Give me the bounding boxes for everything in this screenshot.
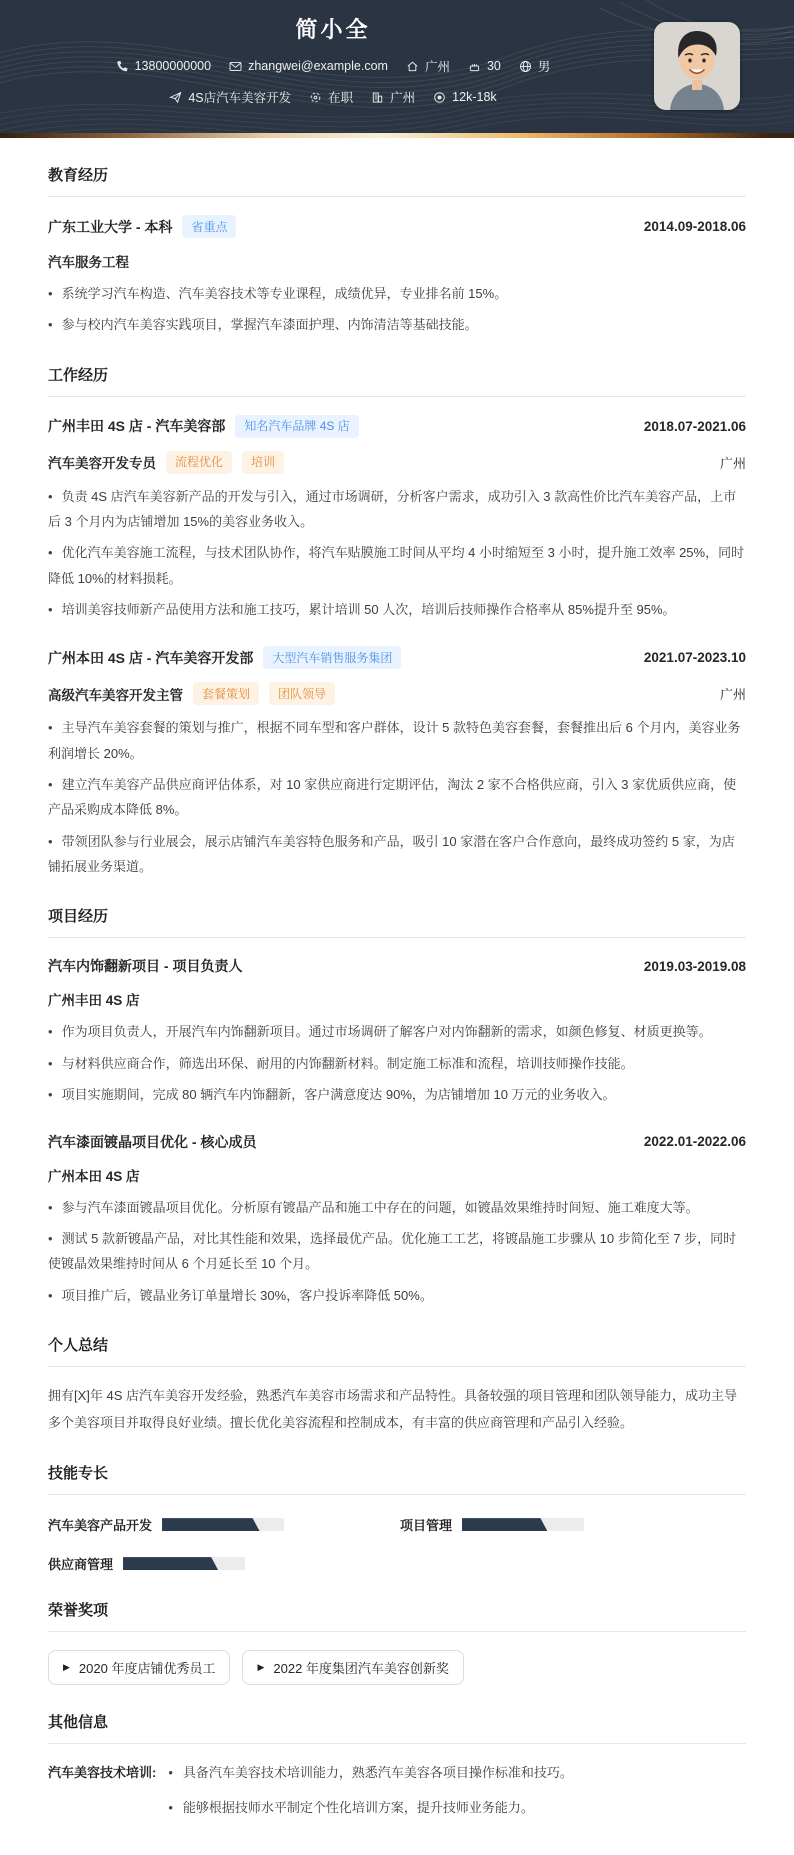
school-name: 广东工业大学 - 本科 [48, 218, 173, 235]
contact-gender [519, 57, 551, 75]
work-city-value: 广州 [390, 91, 416, 105]
project-entry [48, 956, 746, 1107]
contact-age [468, 59, 501, 73]
skill-bar-fill [162, 1518, 260, 1531]
skill-label: 供应商管理 [48, 1557, 114, 1573]
contact-job-intention [169, 88, 291, 106]
honor-chip[interactable] [242, 1650, 463, 1685]
work-location: 广州 [719, 455, 746, 471]
mail-icon [229, 60, 242, 73]
home-icon [406, 60, 419, 73]
work-bullets [48, 715, 746, 879]
contact-work-city [371, 88, 415, 106]
header-accent-bar [0, 133, 794, 138]
gender-icon [519, 60, 532, 73]
skill-bar-track [123, 1557, 245, 1570]
company-badge: 大型汽车销售服务集团 [263, 646, 401, 669]
bullet-item: • 带领团队参与行业展会，展示店铺汽车美容特色服务和产品，吸引 10 家潜在客户合作意向，最终成功签约 5 家，为店铺拓展业务渠道。 [48, 829, 746, 880]
company-name: 广州本田 4S 店 - 汽车美容开发部 [48, 649, 254, 666]
section-projects [48, 905, 746, 1307]
contact-salary [433, 90, 496, 104]
bullet-item: • 参与汽车漆面镀晶项目优化。分析原有镀晶产品和施工中存在的问题，如镀晶效果维持时间短、施工难度大等。 [48, 1195, 746, 1220]
skill-item [400, 1515, 746, 1534]
section-work [48, 364, 746, 880]
skill-bar-track [162, 1518, 284, 1531]
skill-item [48, 1515, 400, 1534]
education-date-range: 2014.09-2018.06 [643, 219, 746, 234]
job-title: 汽车美容开发专员 [48, 456, 156, 472]
project-name: 汽车漆面镀晶项目优化 - 核心成员 [48, 1133, 257, 1150]
bullet-item: • 负责 4S 店汽车美容新产品的开发与引入，通过市场调研，分析客户需求，成功引入 3 款高性价比汽车美容产品，上市后 3 个月内为店铺增加 15%的美容业务收入。 [48, 484, 746, 535]
skill-item [48, 1554, 400, 1573]
job-status-value: 在职 [328, 91, 354, 105]
gender-value: 男 [537, 60, 551, 74]
job-tag: 团队领导 [269, 682, 335, 705]
phone-value: 13800000000 [134, 59, 212, 73]
age-value: 30 [486, 59, 501, 73]
skill-bar-fill [123, 1557, 218, 1570]
job-intention-icon [169, 91, 182, 104]
skill-bar-fill [462, 1518, 547, 1531]
skill-bar-track [462, 1518, 584, 1531]
candidate-name: 简小全 [295, 17, 371, 42]
other-info-label: 汽车美容技术培训: [48, 1765, 157, 1781]
bullet-item: • 具备汽车美容技术培训能力，熟悉汽车美容各项目操作标准和技巧。 [168, 1760, 573, 1785]
education-entry [48, 215, 746, 338]
honor-chips [48, 1650, 746, 1685]
section-title-work: 工作经历 [48, 364, 746, 397]
skill-label: 汽车美容产品开发 [48, 1518, 153, 1534]
project-bullets [48, 1019, 746, 1107]
bullet-item: • 项目推广后，镀晶业务订单量增长 30%，客户投诉率降低 50%。 [48, 1283, 746, 1308]
section-other [48, 1711, 746, 1829]
profile-photo [654, 22, 740, 110]
skill-label: 项目管理 [400, 1518, 453, 1534]
job-tag: 培训 [242, 451, 284, 474]
other-info-row [48, 1760, 746, 1829]
section-title-summary: 个人总结 [48, 1334, 746, 1367]
other-info-bullets [156, 1760, 573, 1829]
project-org: 广州丰田 4S 店 [48, 993, 140, 1009]
honor-label: 2020 年度店铺优秀员工 [78, 1661, 216, 1677]
bullet-item: • 主导汽车美容套餐的策划与推广，根据不同车型和客户群体，设计 5 款特色美容套餐，套餐推出后 6 个月内，美容业务利润增长 20%。 [48, 715, 746, 766]
contact-job-status [309, 88, 353, 106]
work-bullets [48, 484, 746, 623]
triangle-icon: ▶ [257, 1662, 265, 1673]
bullet-item: • 系统学习汽车构造、汽车美容技术等专业课程，成绩优异，专业排名前 15%。 [48, 281, 746, 306]
bullet-item: • 项目实施期间，完成 80 辆汽车内饰翻新，客户满意度达 90%，为店铺增加 10 万元的业务收入。 [48, 1082, 746, 1107]
work-location: 广州 [719, 687, 746, 703]
honor-chip[interactable] [48, 1650, 230, 1685]
honor-label: 2022 年度集团汽车美容创新奖 [273, 1661, 449, 1677]
section-title-other: 其他信息 [48, 1711, 746, 1744]
project-entry [48, 1132, 746, 1308]
company-badge: 知名汽车品牌 4S 店 [235, 415, 358, 438]
contact-row-2 [0, 88, 666, 106]
bullet-item: • 参与校内汽车美容实践项目，掌握汽车漆面护理、内饰清洁等基础技能。 [48, 312, 746, 337]
project-bullets [48, 1195, 746, 1308]
section-title-projects: 项目经历 [48, 905, 746, 938]
section-education [48, 164, 746, 338]
skills-grid [48, 1515, 746, 1573]
bullet-item: • 培训美容技师新产品使用方法和施工技巧，累计培训 50 人次，培训后技师操作合格率从 85%提升至 95%。 [48, 597, 746, 622]
salary-value: 12k-18k [452, 90, 497, 104]
bullet-item: • 能够根据技师水平制定个性化培训方案，提升技师业务能力。 [168, 1795, 573, 1820]
bullet-item: • 建立汽车美容产品供应商评估体系，对 10 家供应商进行定期评估，淘汰 2 家不合格供应商，引入 3 家优质供应商，使产品采购成本降低 8%。 [48, 772, 746, 823]
bullet-item: • 优化汽车美容施工流程，与技术团队协作，将汽车贴膜施工时间从平均 4 小时缩短至 3 小时，提升施工效率 25%，同时降低 10%的材料损耗。 [48, 540, 746, 591]
bullet-item: • 测试 5 款新镀晶产品，对比其性能和效果，选择最优产品。优化施工工艺，将镀晶施工步骤从 10 步简化至 7 步，同时使镀晶效果维持时间从 6 个月延长至 10 个月。 [48, 1226, 746, 1277]
age-icon [468, 60, 481, 73]
section-honors [48, 1599, 746, 1685]
job-title: 高级汽车美容开发主管 [48, 687, 183, 703]
section-summary [48, 1334, 746, 1436]
company-name: 广州丰田 4S 店 - 汽车美容部 [48, 418, 226, 435]
work-entry [48, 646, 746, 879]
project-date-range: 2022.01-2022.06 [643, 1134, 746, 1149]
bullet-item: • 与材料供应商合作，筛选出环保、耐用的内饰翻新材料。制定施工标准和流程，培训技师操作技能。 [48, 1051, 746, 1076]
contact-row-1 [0, 57, 666, 75]
city-icon [371, 91, 384, 104]
project-name: 汽车内饰翻新项目 - 项目负责人 [48, 958, 243, 975]
work-date-range: 2021.07-2023.10 [643, 650, 746, 666]
resume-body [0, 164, 794, 1855]
work-entry [48, 415, 746, 623]
bullet-item: • 作为项目负责人，开展汽车内饰翻新项目。通过市场调研了解客户对内饰翻新的需求，如颜色修复、材质更换等。 [48, 1019, 746, 1044]
major-name: 汽车服务工程 [48, 255, 129, 270]
school-badge: 省重点 [182, 215, 236, 238]
work-date-range: 2018.07-2021.06 [643, 418, 746, 434]
summary-text: 拥有[X]年 4S 店汽车美容开发经验，熟悉汽车美容市场需求和产品特性。具备较强的项目管理和团队领导能力，成功主导多个美容项目并取得良好业绩。擅长优化美容流程和控制成本，有丰富的供应商管理和产品引入经验。 [48, 1387, 738, 1430]
project-org: 广州本田 4S 店 [48, 1168, 140, 1184]
job-tag: 流程优化 [166, 451, 232, 474]
job-tag: 套餐策划 [193, 682, 259, 705]
job-intention-value: 4S店汽车美容开发 [188, 91, 292, 105]
section-title-honors: 荣誉奖项 [48, 1599, 746, 1632]
status-icon [309, 91, 322, 104]
salary-icon [433, 91, 446, 104]
section-title-skills: 技能专长 [48, 1462, 746, 1495]
contact-phone [116, 59, 211, 73]
education-bullets [48, 281, 746, 338]
section-title-education: 教育经历 [48, 164, 746, 197]
project-date-range: 2019.03-2019.08 [643, 958, 746, 974]
header [0, 0, 794, 138]
contact-home-city [406, 57, 450, 75]
triangle-icon: ▶ [63, 1662, 70, 1673]
phone-icon [116, 60, 129, 73]
section-skills [48, 1462, 746, 1573]
home-city-value: 广州 [424, 60, 450, 74]
portrait-illustration [654, 22, 740, 110]
email-value: zhangwei@example.com [248, 59, 388, 73]
contact-email [229, 59, 388, 73]
